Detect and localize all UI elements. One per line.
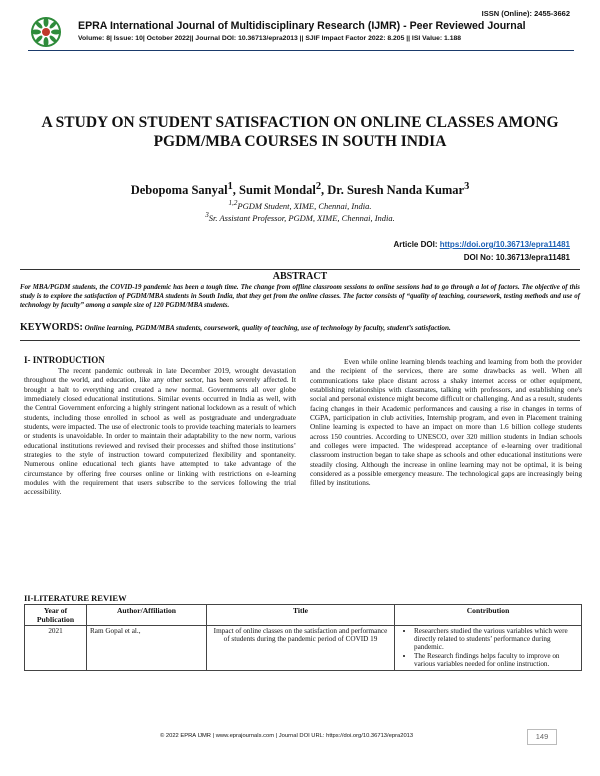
volume-info: Volume: 8| Issue: 10| October 2022|| Journal DOI: 10.36713/epra2013 || SJIF Impact Factor 2022: 8.205 || ISI Value: 1.188	[78, 35, 462, 42]
paper-title: A STUDY ON STUDENT SATISFACTION ON ONLINE CLASSES AMONG PGDM/MBA COURSES IN SOUTH INDIA	[41, 114, 559, 150]
column-header: Year of Publication	[25, 605, 87, 626]
affiliation-text: Sr. Assistant Professor, PGDM, XIME, Chennai, India.	[208, 212, 395, 223]
journal-logo	[30, 16, 62, 48]
column-header: Author/Affiliation	[87, 605, 207, 626]
section-heading-introduction: I- INTRODUCTION	[24, 355, 105, 365]
issn: ISSN (Online): 2455-3662	[481, 9, 570, 18]
literature-table	[24, 604, 582, 671]
keywords-label: KEYWORDS:	[20, 322, 83, 333]
list-item: • Researchers studied the various variables which were directly related to students’ performance during pandemic.	[414, 627, 578, 651]
affiliation-sup: 1,2	[228, 199, 238, 207]
header-divider	[28, 50, 574, 51]
intro-column-right: Even while online learning blends teaching and learning from both the provider and the recipient of the services, there are some drawbacks as well. When all communications take place distant across a shaky internet access or other equipment, establishing relationships with classmates, talking with professors, and establishing one's social and personal existence might become difficult or challenging. And as a result, students facing changes in their Academic performances and causing a rise in changes in terms of CGPA, participation in club activities, Internship program, and even in Placement training Online learning is expected to have an impact on more than 1.6 billion college students across 150 countries. According to UNESCO, over 320 million students in Indian schools and colleges were impacted. The widespread acceptance of e-learning over traditional classroom instruction began to take shape as schools and other educational institutions were steadily closing. Although the increase in online learning may not be optimal, it is being considered as a possible emergency measure. The technological gaps are increasingly being filled by institutions.	[310, 357, 582, 488]
table-header-row	[25, 605, 582, 626]
author-cell: Ram Gopal et al.,	[87, 626, 207, 671]
footer-text: © 2022 EPRA IJMR | www.eprajournals.com | Journal DOI URL: https://doi.org/10.36713/epra2013	[160, 733, 414, 739]
journal-title: EPRA International Journal of Multidisciplinary Research (IJMR) - Peer Reviewed Journal	[78, 20, 526, 32]
list-item: • The Research findings helps faculty to improve on various variables needed for online instruction.	[414, 652, 578, 668]
column-header: Title	[207, 605, 395, 626]
abstract-heading: ABSTRACT	[272, 271, 328, 282]
author-list	[20, 181, 580, 198]
keywords	[20, 322, 580, 333]
author-sep: ,	[321, 183, 328, 198]
contribution-cell	[395, 626, 582, 671]
affiliation-sup: 3	[205, 211, 209, 219]
intro-column-left: The recent pandemic outbreak in late December 2019, wrought devastation throughout the world, and education, like any other sector, has been severely affected. It brought a halt to everything and created a new normal. Governments all over globe immediately closed educational institutions. Similar events occurred in India as well, with the Central Government enforcing a highly stringent national lockdown as a result of which students, including those enrolled in school as well as postgraduate and undergraduate students, were impacted. The use of electronic tools to provide teaching materials to learners or students is unavoidable. In order to maintain their adaptability to the new norm, various educational institutions reviewed and revised their processes and shifted those institutions’ strategies to the style of instruction toward computerized flexibility and spontaneity. Numerous online educational tech giants have attempted to take advantage of the circumstance by offering free courses online or linking with restrictions on e-learning modules with the requirement that users subscribe to the services following the trial accessibility.	[24, 366, 296, 497]
year-cell: 2021	[25, 626, 87, 671]
abstract-top-rule	[20, 269, 580, 270]
author-sup: 2	[315, 181, 322, 192]
affiliation-1	[20, 199, 580, 211]
author-name: Sumit Mondal	[239, 183, 316, 198]
page-number: 149	[527, 729, 557, 745]
author-name: Debopoma Sanyal	[130, 183, 228, 198]
keywords-text: Online learning, PGDM/MBA students, coursework, quality of teaching, use of technology by faculty, student’s satisfaction.	[82, 324, 451, 332]
title-cell: Impact of online classes on the satisfaction and performance of students during the pandemic period of COVID 19	[207, 626, 395, 671]
column-header: Contribution	[395, 605, 582, 626]
doi-number: DOI No: 10.36713/epra11481	[463, 253, 570, 262]
table-row	[25, 626, 582, 671]
author-name: Dr. Suresh Nanda Kumar	[327, 183, 465, 198]
abstract-text: For MBA/PGDM students, the COVID-19 pandemic has been a tough time. The change from offline classroom sessions to online sessions had to go through a lot of factors. The objective of this study is to explore the satisfaction of PGDM/MBA students in South India, that they get from the online classes. The factor consists of “quality of teaching, coursework, testing methods and use of technology by faculty” among a sample size of 120 PGDM/MBA students.	[20, 284, 580, 310]
affiliation-2	[20, 211, 580, 223]
contribution-list	[398, 627, 578, 668]
article-doi-label: Article DOI:	[393, 240, 440, 249]
affiliation-text: PGDM Student, XIME, Chennai, India.	[237, 200, 372, 211]
author-sup: 3	[464, 181, 470, 192]
author-sep: ,	[232, 183, 240, 198]
article-doi-link[interactable]: https://doi.org/10.36713/epra11481	[439, 240, 570, 249]
section-heading-literature: II-LITERATURE REVIEW	[24, 593, 127, 603]
abstract-bottom-rule	[20, 340, 580, 341]
article-doi	[393, 240, 570, 249]
author-sup: 1	[227, 181, 233, 192]
